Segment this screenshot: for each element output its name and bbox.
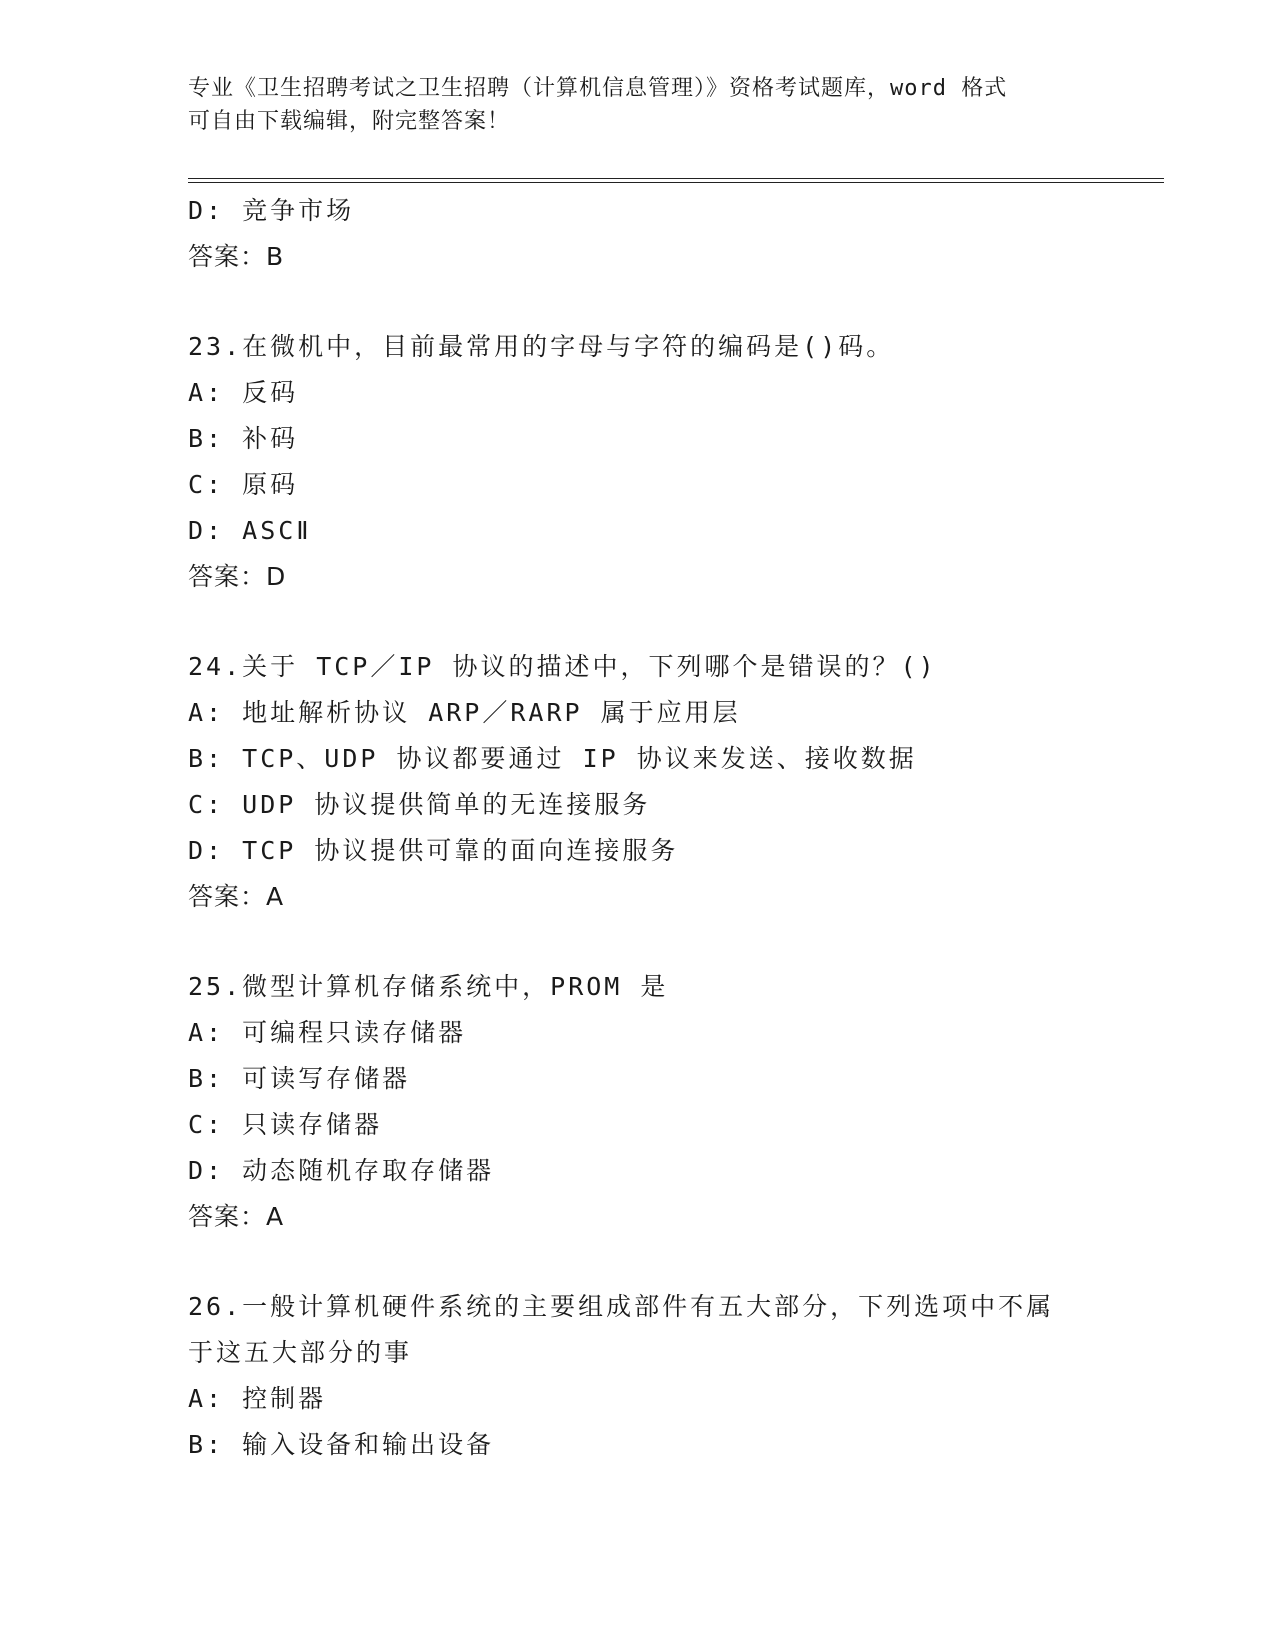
- answer: 答案：D: [188, 562, 287, 591]
- question-stem-line-1: 26.一般计算机硬件系统的主要组成部件有五大部分，下列选项中不属: [188, 1292, 1055, 1321]
- option-b: B: TCP、UDP 协议都要通过 IP 协议来发送、接收数据: [188, 744, 917, 773]
- option-c: C: 只读存储器: [188, 1110, 383, 1139]
- spacer: [188, 1240, 1148, 1284]
- spacer: [188, 920, 1148, 964]
- question-22-tail: [188, 188, 1148, 280]
- option-a: A: 地址解析协议 ARP／RARP 属于应用层: [188, 698, 741, 727]
- header-line-1: 专业《卫生招聘考试之卫生招聘（计算机信息管理）》资格考试题库，word 格式: [188, 76, 1008, 101]
- option-d: D: ASCⅡ: [188, 516, 312, 545]
- question-26: [188, 1284, 1148, 1468]
- option-b: B: 可读写存储器: [188, 1064, 411, 1093]
- spacer: [188, 600, 1148, 644]
- question-25: [188, 964, 1148, 1240]
- option-d: D: 竞争市场: [188, 196, 355, 225]
- question-stem: 23.在微机中，目前最常用的字母与字符的编码是()码。: [188, 332, 895, 361]
- question-stem-line-2: 于这五大部分的事: [188, 1338, 413, 1367]
- question-24: [188, 644, 1148, 920]
- option-d: D: 动态随机存取存储器: [188, 1156, 495, 1185]
- option-d: D: TCP 协议提供可靠的面向连接服务: [188, 836, 679, 865]
- answer: 答案：A: [188, 882, 285, 911]
- page-header: [188, 72, 1088, 138]
- question-stem: 25.微型计算机存储系统中，PROM 是: [188, 972, 669, 1001]
- option-b: B: 输入设备和输出设备: [188, 1430, 495, 1459]
- question-stem: 24.关于 TCP／IP 协议的描述中，下列哪个是错误的？(): [188, 652, 937, 681]
- header-divider: [188, 178, 1164, 183]
- answer: 答案：B: [188, 242, 285, 271]
- option-a: A: 控制器: [188, 1384, 327, 1413]
- option-c: C: UDP 协议提供简单的无连接服务: [188, 790, 651, 819]
- document-body: [188, 188, 1148, 1468]
- option-a: A: 反码: [188, 378, 299, 407]
- option-c: C: 原码: [188, 470, 299, 499]
- option-a: A: 可编程只读存储器: [188, 1018, 467, 1047]
- spacer: [188, 280, 1148, 324]
- question-23: [188, 324, 1148, 600]
- answer: 答案：A: [188, 1202, 285, 1231]
- option-b: B: 补码: [188, 424, 299, 453]
- header-line-2: 可自由下载编辑，附完整答案！: [188, 109, 511, 134]
